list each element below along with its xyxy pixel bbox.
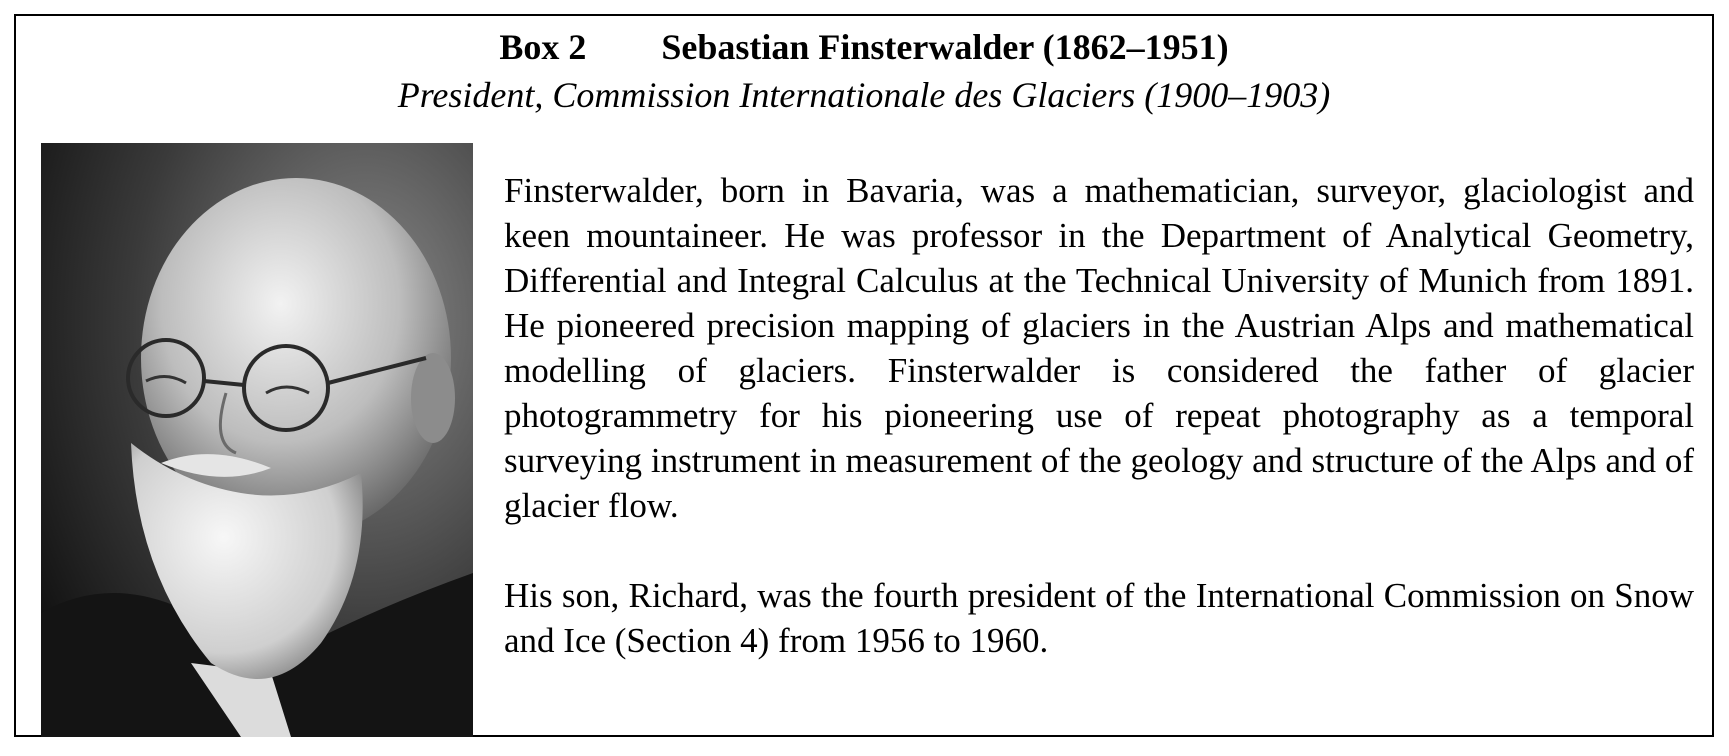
biography-paragraph-1: Finsterwalder, born in Bavaria, was a mathematician, surveyor, glaciologist and keen mountaineer. He was professor in the Department of Analytical Geometry, Differential and Integral Calculus at the Technical University of Munich from 1891. He pioneered precision mapping of glaciers in the Austrian Alps and mathematical modelling of glaciers. Finsterwalder is considered the father of glacier photogrammetry for his pioneering use of repeat photography as a temporal surveying instrument in measurement of the geology and structure of the Alps and of glacier flow. [504, 171, 1694, 525]
box-title [16, 26, 1712, 68]
biography-paragraph-2: His son, Richard, was the fourth president of the International Commission on Snow and Ice (Section 4) from 1956 to 1960. [504, 576, 1694, 660]
portrait-illustration [41, 143, 473, 737]
box-label: Box 2 [499, 27, 587, 67]
person-name: Sebastian Finsterwalder (1862–1951) [661, 27, 1229, 67]
biography-text [504, 168, 1694, 663]
info-box [14, 14, 1714, 737]
portrait-photo [41, 143, 473, 737]
box-subtitle: President, Commission Internationale des Glaciers (1900–1903) [397, 75, 1331, 115]
